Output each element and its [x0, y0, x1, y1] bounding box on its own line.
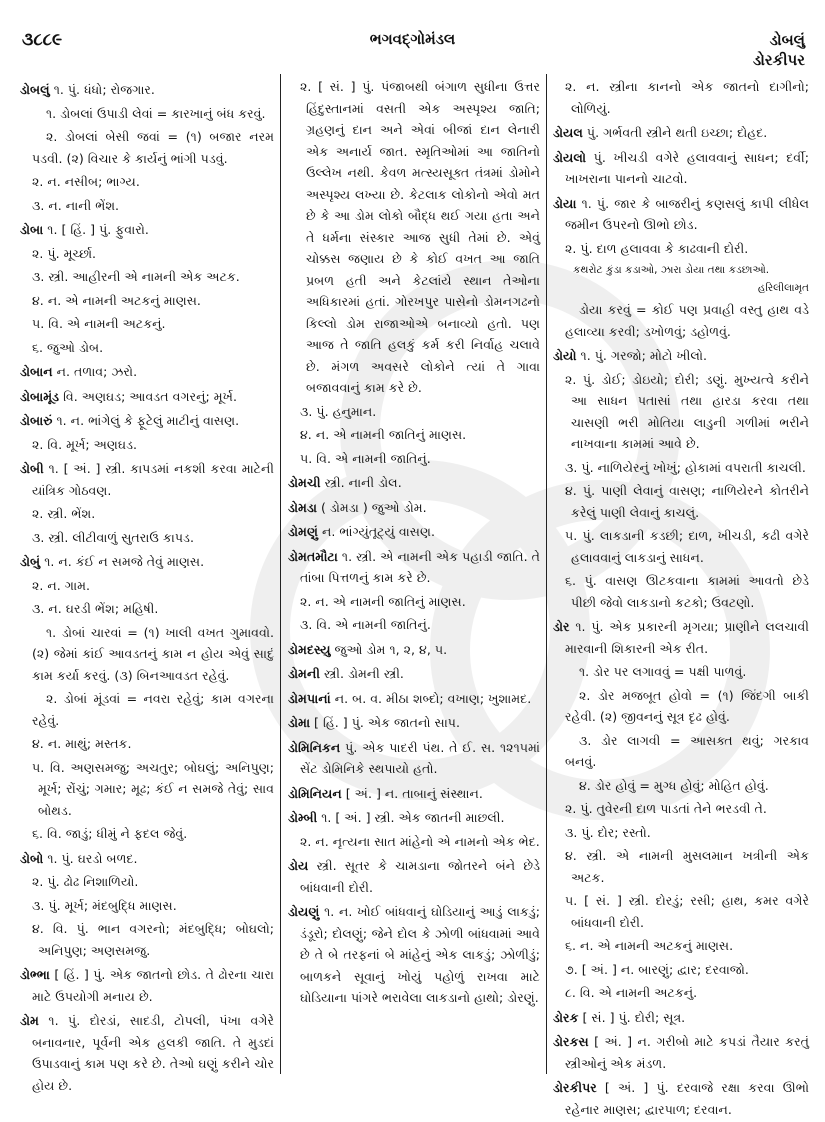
- sense-definition: [26, 598, 274, 620]
- headword: ડોમપાનાં: [288, 690, 331, 706]
- sense-definition: [559, 890, 809, 933]
- definition-text: ૧. ન. ભાંગેલું કે ફૂટેલું માટીનું વાસણ.: [52, 413, 240, 428]
- dictionary-entry: [553, 1031, 809, 1074]
- definition-text: [ હિં. ] પું. એક જાતનો છોડ. તે ઢોરના ચારા માટે ઉપયોગી મનાય છે.: [32, 967, 274, 1004]
- definition-text: ૧. સ્ત્રી. એ નામની એક પહાડી જાતિ. તે તાંબા પિત્તળનું કામ કરે છે.: [300, 548, 540, 585]
- definition-text: [ હિં. ] પું. એક જાતનો સાપ.: [310, 715, 460, 730]
- headword: ડોબારું: [20, 413, 53, 428]
- headword: ડોમદસ્યુ: [288, 641, 331, 657]
- headword: ડોમણું: [288, 524, 318, 539]
- idiom-definition: [559, 685, 809, 728]
- sense-definition: [26, 243, 274, 265]
- definition-text: ૧. પું. દોરડાં, સાદડી, ટોપલી, પંખા વગેરે બનાવનાર, પૂર્વની એક હલકી જાતિ. તે મુડદાં ઉપાડવાનું કામ પણ કરે છે. તેઓ ઘણું કરીને ચોર હોય છે.: [32, 1013, 274, 1093]
- sense-definition: [559, 238, 809, 260]
- idiom-definition: [26, 126, 274, 169]
- sense-definition: [26, 290, 274, 312]
- definition-text: ૫. પું. લાકડાની કડછી; દાળ, ખીચડી, કઢી વગેરે હલાવવાનું લાકડાનું સાધન.: [565, 528, 809, 565]
- dictionary-entry: [288, 712, 540, 734]
- idiom-definition: [26, 688, 274, 731]
- sense-definition: [559, 935, 809, 957]
- sense-definition: [294, 401, 540, 423]
- definition-text: ૧. ડોબાં ચારવાં = (૧) ખાલી વખત ગુમાવવો. (૨) જેમાં કાંઈ આવડતનું કામ ન હોય એવું સાદું કામ કર્યા કરવું. (૩) બિનઆવડત રહેવું.: [32, 624, 274, 683]
- definition-text: ન. તળાવ; ઝરો.: [52, 364, 138, 379]
- dictionary-entry: [553, 147, 809, 190]
- headword: ડોરક: [553, 1009, 579, 1025]
- guide-word-first: ડોબલું: [769, 31, 805, 49]
- dictionary-entry: [288, 546, 540, 589]
- headword: ડોમતમૌટા: [288, 548, 338, 564]
- definition-text: ૨. ન. સ્ત્રીના કાનનો એક જાતનો દાગીનો; લોળિયું.: [565, 79, 809, 116]
- headword: ડોબું: [20, 554, 41, 569]
- definition-text: ૧. ન. કંઈ ન સમજે તેવું માણસ.: [40, 554, 205, 569]
- definition-text: સ્ત્રી. ડોમની સ્ત્રી.: [319, 666, 404, 681]
- definition-text: ૬. વિ. જાડું; ધીમું ને ફદલ જેવું.: [32, 826, 188, 841]
- definition-text: ૨. ડોર મજબૂત હોવો = (૧) જિંદગી બાકી રહેવી. (૨) જીવનનું સૂત્ર દૃઢ હોવું.: [565, 687, 809, 724]
- dictionary-entry: [288, 807, 540, 829]
- headword: ડોબલું: [20, 82, 50, 97]
- definition-text: ૬. ન. એ નામની અટકનું માણસ.: [565, 938, 734, 953]
- dictionary-entry: [553, 193, 809, 236]
- sense-definition: [559, 570, 809, 613]
- sense-definition: [559, 822, 809, 844]
- definition-text: ડોયા કરવું = કોઈ પણ પ્રવાહી વસ્તુ હાથ વડે હલાવ્યા કરવી; ડખોળવું; ડહોળવું.: [565, 302, 809, 339]
- sense-definition: [26, 527, 274, 549]
- definition-text: ન. ભાંગ્યુંતૂટ્યું વાસણ.: [317, 524, 435, 539]
- definition-text: ૩. સ્ત્રી. લીટીવાળું સુતરાઉ કાપડ.: [32, 529, 194, 545]
- guide-words: [753, 30, 805, 70]
- column-divider: [280, 74, 281, 1074]
- sense-definition: [559, 959, 809, 981]
- headword: ડોયણું: [288, 904, 320, 919]
- sense-definition: [26, 757, 274, 822]
- definition-text: ૧. પું. જાર કે બાજરીનું કણસલું કાપી લીધેલ જમીન ઉપરનો ઊભો છોડ.: [565, 195, 809, 232]
- idiom-definition: [26, 622, 274, 687]
- definition-text: સ્ત્રી. નાની ડોલ.: [320, 475, 402, 490]
- sense-definition: [559, 525, 809, 568]
- definition-text: ૧. ડોબલાં ઉપાડી લેવાં = કારખાનું બંધ કરવું.: [46, 105, 266, 121]
- headword: ડોમિનિયન: [288, 785, 342, 801]
- dictionary-entry: [20, 458, 274, 501]
- page-number: ૩૮૮૯: [22, 30, 63, 50]
- dictionary-entry: [20, 1010, 274, 1096]
- headword: ડોમડા: [288, 499, 317, 515]
- sense-definition: [559, 845, 809, 888]
- definition-text: [ સં. ] પું. દોરી; સૂત્ર.: [578, 1009, 686, 1025]
- definition-text: ૨. પું. ઢોઢ નિશાળિયો.: [32, 874, 139, 889]
- definition-text: ૧. પું. ગરજો; મોટો ખીલો.: [576, 348, 708, 363]
- definition-text: ૩. ન. ઘરડી ભેંશ; મહિષી.: [32, 601, 159, 616]
- column-divider: [546, 74, 547, 1074]
- sense-definition: [26, 918, 274, 961]
- definition-text: ૫. વિ. અણસમજુ; અચતુર; બોઘલું; અનિપુણ; મૂર્ખ; રોંચું; ગમાર; મૂઢ; કંઈ ન સમજે તેવું; સાવ બોથડ.: [32, 759, 274, 818]
- dictionary-entry: [20, 361, 274, 383]
- definition-text: ૮. વિ. એ નામની અટકનું.: [565, 985, 698, 1000]
- definition-text: ૨. ડોબાં મૂંડવાં = નવરા રહેવું; કામ વગરના રહેવું.: [32, 691, 274, 728]
- dictionary-entry: [288, 639, 540, 661]
- idiom-definition: [26, 103, 274, 125]
- sense-definition: [26, 434, 274, 456]
- definition-text: ૨. પું. તુવેરની દાળ પાડતાં તેને ભરડવી તે.: [565, 801, 767, 816]
- column-1: [20, 76, 274, 1098]
- sense-definition: [26, 195, 274, 217]
- definition-text: ૬. જુઓ ડોબ.: [32, 339, 104, 355]
- definition-text: ૨. ન. નૃત્યના સાત માંહેનો એ નામનો એક ભેદ.: [300, 833, 540, 849]
- definition-text: કથરોટ કુંડા કડાઓ, ઝારા ડોયા તથા કડછાઓ.: [573, 264, 770, 276]
- citation-quote: [553, 261, 809, 297]
- definition-text: ૧. પું. ધંધો; રોજગાર.: [49, 82, 155, 97]
- headword: ડોયલો: [553, 149, 587, 165]
- dictionary-entry: [288, 521, 540, 543]
- sense-definition: [26, 575, 274, 597]
- book-title: ભગવદ્ગોમંડલ: [369, 30, 456, 48]
- headword: ડોભ્ભા: [20, 967, 50, 982]
- sense-definition: [26, 823, 274, 845]
- headword: ડોમા: [288, 715, 311, 730]
- headword: ડોય: [288, 858, 309, 873]
- definition-text: ૨. સ્ત્રી. ભેંશ.: [32, 506, 96, 521]
- sense-definition: [294, 591, 540, 613]
- dictionary-entry: [20, 386, 274, 408]
- definition-text: ૪. ન. એ નામની જાતિનું માણસ.: [300, 427, 467, 442]
- definition-text: ૨. પું. ડોઈ; ડોઇયો; દોરી; ડણું. મુખ્યત્વે કરીને આ સાધન પતાસાં તથા હારડા કરવા તથા ચાસણી ભરી મોતિયા લાડુની ગળીમાં ભરીને નાખવાના કામમાં આવે છે.: [565, 371, 809, 451]
- dictionary-entry: [288, 663, 540, 685]
- guide-word-last: ડોરકીપર: [752, 51, 805, 69]
- sense-definition: [26, 171, 274, 193]
- definition-text: ૫. વિ. એ નામની જાતિનું.: [300, 450, 431, 466]
- definition-text: ૬. પું. વાસણ ઊટકવાના કામમાં આવતો છેડે પીછી જેવો લાકડાનો કટકો; ઉવટણો.: [565, 573, 809, 610]
- definition-text: ૨. ન. નસીબ; ભાગ્ય.: [32, 174, 140, 189]
- dictionary-entry: [288, 688, 540, 710]
- idiom-definition: [559, 661, 809, 683]
- headword: ડોબામૂંડ: [20, 388, 60, 404]
- definition-text: ૧. પું. ઘરડો બળદ.: [43, 850, 138, 866]
- dictionary-entry: [288, 472, 540, 494]
- definition-text: ૪. ન. માથું; મસ્તક.: [32, 736, 132, 751]
- idiom-definition: [559, 730, 809, 773]
- headword: ડોયલ: [553, 125, 583, 140]
- idiom-definition: [559, 775, 809, 797]
- sense-definition: [559, 480, 809, 523]
- definition-text: વિ. અણઘડ; આવડત વગરનું; મૂર્ખ.: [59, 388, 237, 404]
- definition-text: ૩. પું. નાળિયેરનું ખોખું; હોકામાં વપરાતી કાચલી.: [565, 459, 806, 475]
- dictionary-entry: [20, 551, 274, 573]
- dictionary-entry: [553, 1077, 809, 1120]
- headword: ડોયો: [553, 348, 577, 363]
- sense-definition: [26, 313, 274, 335]
- sense-definition: [559, 982, 809, 1004]
- dictionary-entry: [20, 79, 274, 101]
- definition-text: ૪. વિ. પું. ભાન વગરનો; મંદબુદ્ધિ; બોઘલો; અનિપુણ; અણસમજુ.: [32, 921, 274, 958]
- dictionary-entry: [288, 901, 540, 1009]
- dictionary-entry: [20, 848, 274, 870]
- definition-text: ૨. ડોબલાં બેસી જવાં = (૧) બજાર નરમ પડવી. (૨) વિચાર કે કાર્યનું ભાંગી પડવું.: [32, 129, 274, 166]
- dictionary-entry: [288, 497, 540, 519]
- definition-text: ૪. સ્ત્રી. એ નામની મુસલમાન ખત્રીની એક અટક.: [565, 848, 809, 885]
- headword: ડોબાન: [20, 364, 53, 379]
- definition-text: ( ડોમડા ) જુઓ ડોમ.: [316, 499, 427, 515]
- sense-definition: [294, 448, 540, 470]
- definition-text: ૫. વિ. એ નામની અટકનું.: [32, 316, 166, 331]
- dictionary-entry: [288, 783, 540, 805]
- sense-definition: [294, 831, 540, 853]
- headword: ડોર: [553, 619, 570, 634]
- dictionary-entry: [288, 737, 540, 780]
- sense-definition: [26, 266, 274, 288]
- definition-text: ૨. પું. દાળ હલાવવા કે કાઢવાની દોરી.: [565, 240, 749, 256]
- headword: ડોબી: [20, 461, 44, 476]
- sense-definition: [26, 337, 274, 359]
- sense-definition: [26, 733, 274, 755]
- definition-text: ૩. ન. નાની ભેંશ.: [32, 197, 120, 213]
- definition-text: ૩. સ્ત્રી. આહીરની એ નામની એક અટક.: [32, 269, 240, 284]
- sense-definition: [26, 895, 274, 917]
- definition-text: ૪. ન. એ નામની અટકનું માણસ.: [32, 292, 201, 308]
- sense-definition: [26, 871, 274, 893]
- dictionary-entry: [20, 964, 274, 1007]
- sense-definition: [559, 76, 809, 119]
- definition-text: પું. ગર્ભવતી સ્ત્રીને થતી ઇચ્છા; દોહદ.: [582, 125, 768, 140]
- headword: ડોબા: [20, 222, 44, 237]
- headword: ડોરકીપર: [553, 1080, 597, 1095]
- definition-text: ૪. ડોર હોવું = મુગ્ધ હોવું; મોહિત હોવું.: [579, 777, 769, 793]
- dictionary-entry: [288, 855, 540, 898]
- sense-definition: [294, 614, 540, 636]
- definition-text: ૧. પું. એક પ્રકારની મૃગયા; પ્રાણીને લલચાવી મારવાની શિકારની એક રીત.: [565, 619, 809, 656]
- definition-text: ૨. વિ. મૂર્ખ; અણઘડ.: [32, 436, 137, 452]
- dictionary-entry: [20, 219, 274, 241]
- headword: ડોયા: [553, 195, 577, 211]
- definition-text: ૨. ન. એ નામની જાતિનું માણસ.: [300, 593, 466, 609]
- sense-definition: [294, 424, 540, 446]
- headword: ડોમની: [288, 666, 320, 681]
- definition-text: [ અં. ] ન. તાબાનું સંસ્થાન.: [341, 785, 483, 801]
- dictionary-entry: [553, 122, 809, 144]
- headword: ડોમ્બી: [288, 810, 318, 825]
- headword: ડોરકસ: [553, 1034, 589, 1049]
- headword: ડોબો: [20, 850, 44, 866]
- definition-text: ૩. પું. દોર; રસ્તો.: [565, 824, 651, 840]
- dictionary-entry: [553, 345, 809, 367]
- definition-text: ૨. ન. ગામ.: [32, 577, 90, 593]
- definition-text: ન. બ. વ. મીઠા શબ્દો; વખાણ; ખુશામદ.: [330, 690, 532, 706]
- definition-text: ૧. [ અં. ] સ્ત્રી. કાપડમાં નકશી કરવા માટેની યાંત્રિક ગોઠવણ.: [32, 461, 274, 498]
- sense-definition: [559, 457, 809, 479]
- dictionary-entry: [20, 410, 274, 432]
- definition-text: ૩. પું. હનુમાન.: [300, 403, 377, 419]
- definition-text: ૭. [ અં. ] ન. બારણું; દ્વાર; દરવાજો.: [565, 961, 749, 977]
- sense-definition: [559, 798, 809, 820]
- idiom-definition: [559, 299, 809, 342]
- definition-text: પું. ખીચડી વગેરે હલાવવાનું સાધન; દર્વી; ખાખરાના પાનનો ચાટવો.: [565, 149, 809, 186]
- sense-definition: [559, 369, 809, 455]
- definition-text: ૩. પું. મૂર્ખ; મંદબુદ્ધિ માણસ.: [32, 897, 177, 913]
- headword: ડોમચી: [288, 475, 321, 490]
- definition-text: ૧. ન. ખોઈ બાંધવાનું ઘોડિયાનું આડું લાકડું; ડંડૂરો; દોલણું; જેને દોલ કે ઝોળી બાંધવામાં આવે છે તે બે તરફનાં બે માંહેનું એક લાકડું; ઝોળીડું; બાળકને સૂવાનું ખોયું પહોળું રાખવા માટે ઘોડિયાના પાંગરે ભરાવેલા લાકડાનો હાથો; ડોરણું.: [300, 904, 540, 1005]
- definition-text: સ્ત્રી. સૂતર કે ચામડાના જોતરને બંને છેડે બાંધવાની દોરી.: [300, 858, 540, 895]
- column-3: [553, 76, 809, 1122]
- definition-text: ૨. [ સં. ] પું. પંજાબથી બંગાળ સુધીના ઉત્તર હિંદુસ્તાનમાં વસતી એક અસ્પૃશ્ય જાતિ; ગ્રહણનું દાન અને એવાં બીજાં દાન લેનારી એક અનાર્ય જાત. સ્મૃતિઓમાં આ જાતિનો ઉલ્લેખ નથી. કેવળ મત્સ્યસૂક્ત તંત્રમાં ડોમોને અસ્પૃશ્ય લખ્યા છે. કેટલાક લોકોનો એવો મત છે કે આ ડોમ લોકો બૌદ્ધ થઈ ગયા હતા અને તે ધર્મના સંસ્કાર આજ સુધી તેમાં છે. એવું ચોક્કસ જણાય છે કે કોઈ વખત આ જાતિ પ્રબળ હતી અને કેટલાંયે સ્થાન તેઓના અધિકારમાં હતાં. ગોરખપુર પાસેનો ડોમનગઢનો કિલ્લો ડોમ રાજાઓએ બનાવ્યો હતો. પણ આજ તે જાતિ હલકું કર્મ કરી નિર્વાહ ચલાવે છે. મંગળ અવસરે લોકોને ત્યાં તે ગાવા બજાવવાનું કામ કરે છે.: [300, 79, 540, 395]
- definition-text: ૧. [ હિં. ] પું. ફુવારો.: [43, 222, 149, 237]
- definition-text: ૧. ડોર પર લગાવવું = પક્ષી પાળવું.: [579, 664, 747, 679]
- definition-text: ૪. પું. પાણી લેવાનું વાસણ; નાળિયેરને કોતરીને કરેલું પાણી લેવાનું કાચલું.: [565, 483, 809, 520]
- headword: ડોમિનિકન: [288, 739, 341, 755]
- definition-text: જુઓ ડોમ ૧, ૨, ૪, ૫.: [330, 641, 448, 657]
- column-2: [288, 76, 540, 1011]
- definition-text: ૫. [ સં. ] સ્ત્રી. દોરડું; રસી; હાથ, કમર વગેરે બાંધવાની દોરી.: [565, 893, 809, 930]
- definition-text: પું. એક પાદરી પંથ. તે ઈ. સ. ૧૨૧૫માં સેંટ ડોમિનિકે સ્થપાયો હતો.: [300, 739, 540, 776]
- citation-source: હરિલીલામૃત: [757, 282, 809, 294]
- dictionary-entry: [553, 616, 809, 659]
- definition-text: ૩. ડોર લાગવી = આસક્ત થવું; ગરકાવ બનવું.: [565, 732, 809, 769]
- dictionary-entry: [553, 1007, 809, 1029]
- definition-text: ૨. પું. મૂર્ચ્છા.: [32, 245, 97, 261]
- sense-definition: [294, 76, 540, 399]
- definition-text: [ અં. ] પું. દરવાજે રક્ષા કરવા ઊભો રહેનાર માણસ; દ્વારપાળ; દરવાન.: [565, 1080, 809, 1117]
- definition-text: ૧. [ અં. ] સ્ત્રી. એક જાતની માછલી.: [317, 810, 505, 825]
- headword: ડોમ: [20, 1013, 39, 1028]
- definition-text: [ અં. ] ન. ગરીબો માટે કપડાં તૈયાર કરતું સ્ત્રીઓનું એક મંડળ.: [565, 1034, 809, 1071]
- sense-definition: [26, 503, 274, 525]
- definition-text: ૩. વિ. એ નામની જાતિનું.: [300, 617, 431, 632]
